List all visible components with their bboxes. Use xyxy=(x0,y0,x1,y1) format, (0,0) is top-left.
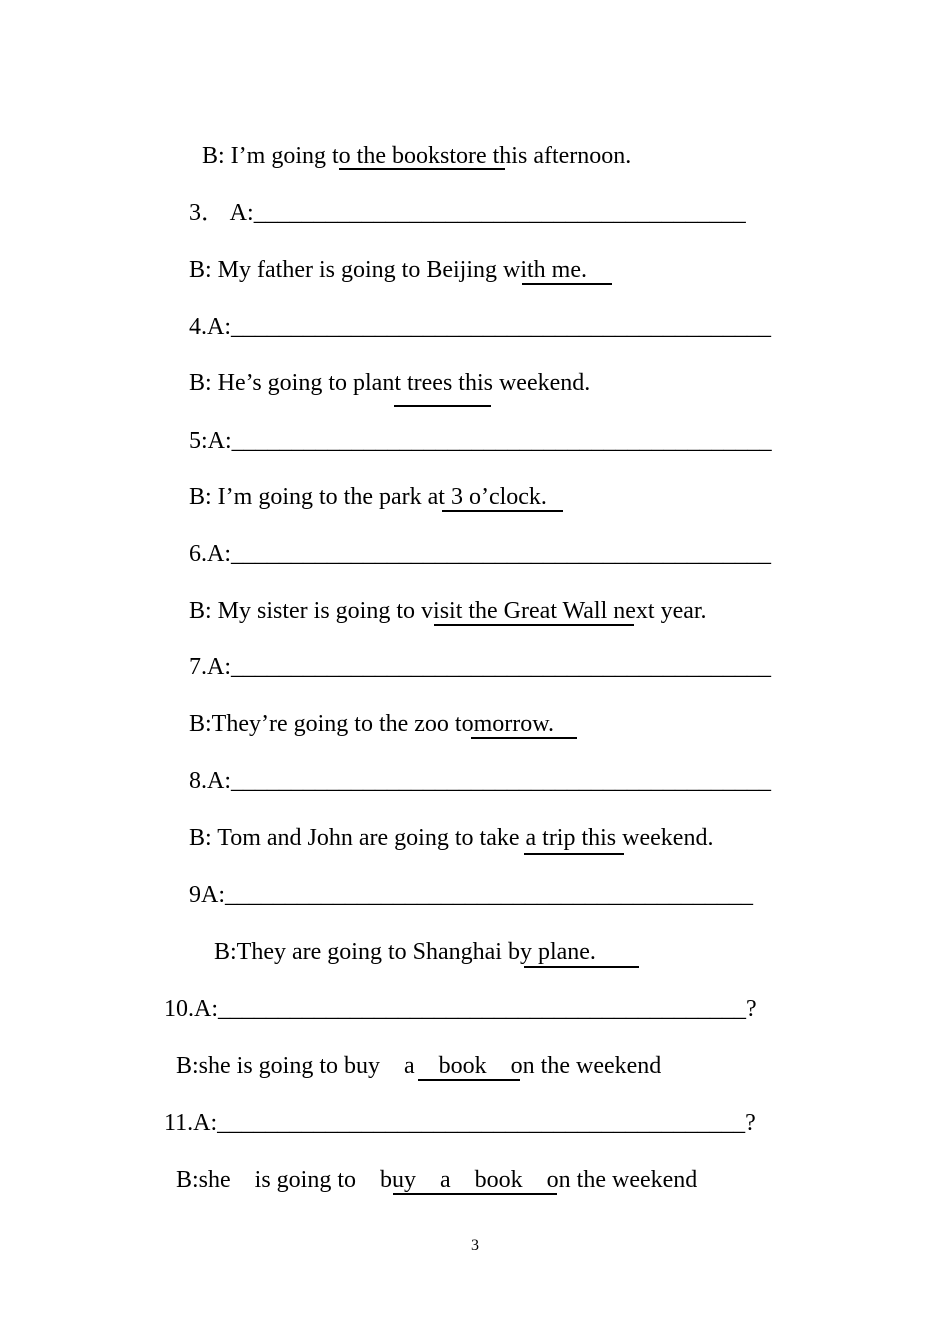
answer-line-3: B: My father is going to Beijing with me. xyxy=(189,257,587,283)
item-number-10: 10.A: xyxy=(164,996,218,1022)
underline-by-plane xyxy=(524,966,639,968)
question-blank-7[interactable]: _____________________________________________ xyxy=(231,654,771,680)
underline-with-me xyxy=(522,283,612,285)
question-line-8 xyxy=(189,766,771,796)
underline-take-a-trip xyxy=(524,853,624,855)
page-number: 3 xyxy=(471,1237,479,1254)
item-number-3: 3． A: xyxy=(189,200,254,226)
question-blank-10[interactable]: ____________________________________________? xyxy=(218,996,757,1022)
question-line-5 xyxy=(189,426,772,456)
item-number-4: 4.A: xyxy=(189,314,231,340)
answer-line-4: B: He’s going to plant trees this weekend. xyxy=(189,370,591,396)
answer-line-8: B: Tom and John are going to take a trip this weekend. xyxy=(189,825,714,851)
question-blank-5[interactable]: _____________________________________________ xyxy=(231,428,772,454)
answer-line-2: B: I’m going to the bookstore this afternoon. xyxy=(202,143,632,169)
question-blank-6[interactable]: _____________________________________________ xyxy=(231,541,771,567)
item-number-6: 6.A: xyxy=(189,541,231,567)
question-blank-8[interactable]: _____________________________________________ xyxy=(231,768,771,794)
item-number-11: 11.A: xyxy=(164,1110,218,1136)
question-line-4 xyxy=(189,312,771,342)
underline-buy-a-book xyxy=(393,1193,557,1195)
underline-visit-the-great-wall xyxy=(434,624,634,626)
question-blank-4[interactable]: _____________________________________________ xyxy=(231,314,771,340)
item-number-8: 8.A: xyxy=(189,768,231,794)
answer-line-9: B:They are going to Shanghai by plane. xyxy=(214,939,596,965)
question-line-3 xyxy=(189,198,746,228)
question-line-6 xyxy=(189,539,771,569)
item-number-7: 7.A: xyxy=(189,654,231,680)
answer-line-7: B:They’re going to the zoo tomorrow. xyxy=(189,711,555,737)
question-line-9 xyxy=(189,880,753,910)
question-line-10 xyxy=(164,994,757,1024)
underline-to-the-bookstore xyxy=(339,168,505,170)
question-blank-11[interactable]: ____________________________________________? xyxy=(217,1110,756,1136)
answer-line-11: B:she is going to buy a book on the weekend xyxy=(176,1167,698,1193)
item-number-5: 5:A: xyxy=(189,428,232,454)
answer-line-5: B: I’m going to the park at 3 o’clock. xyxy=(189,484,547,510)
underline-at-3-oclock xyxy=(442,510,563,512)
underline-tomorrow xyxy=(471,737,577,739)
answer-line-10: B:she is going to buy a book on the weekend xyxy=(176,1053,662,1079)
question-line-11 xyxy=(164,1108,756,1138)
question-blank-3[interactable]: _________________________________________ xyxy=(253,200,746,226)
answer-line-6: B: My sister is going to visit the Great Wall next year. xyxy=(189,598,707,624)
underline-a-book xyxy=(418,1079,520,1081)
underline-plant-trees xyxy=(394,405,491,407)
item-number-9: 9A: xyxy=(189,882,225,908)
question-blank-9[interactable]: ____________________________________________ xyxy=(225,882,753,908)
question-line-7 xyxy=(189,652,771,682)
